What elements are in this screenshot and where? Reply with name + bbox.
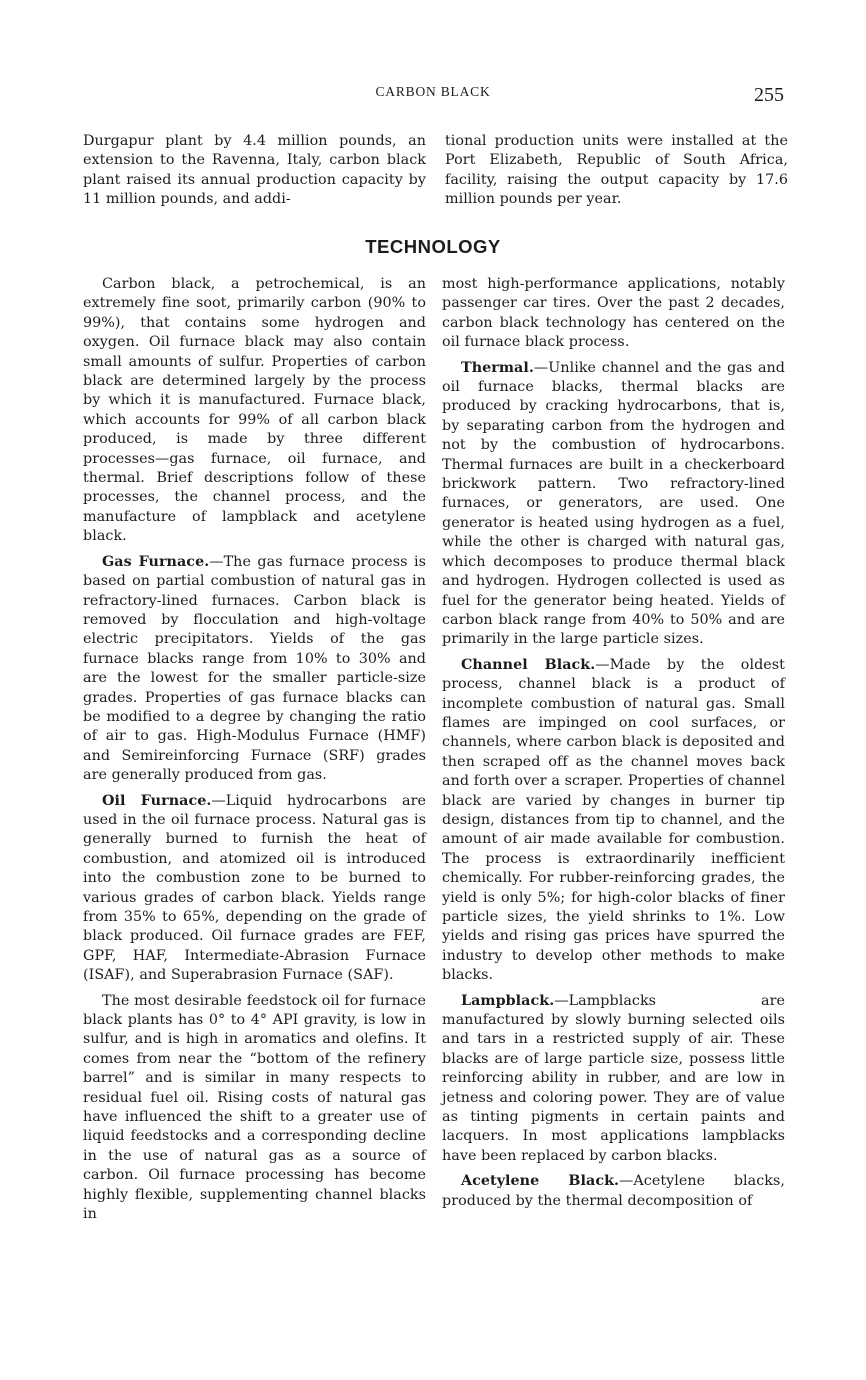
acetylene-black-text: —Acetylene blacks, produced by the thermal decomposition of <box>442 1173 786 1209</box>
text-column-left <box>83 275 426 1231</box>
paragraph-gas-furnace <box>83 553 426 786</box>
thermal-text: —Unlike channel and the gas and oil furnace blacks, thermal blacks are produced by cracking hydrocarbons, that is, by separating carbon from the hydrogen and not by the combustion of hydrocarbons. Thermal furnaces are built in a checkerboard brickwork pattern. Two refractory-lined furnaces, or generators, are used. One generator is heated using hydrogen as a fuel, while the other is charged with natural gas, which decomposes to produce thermal black and hydrogen. Hydrogen collected is used as fuel for the generator being heated. Yields of carbon black range from 40% to 50% and are primarily in the large particle sizes. <box>442 359 785 648</box>
paragraph-continuation: most high-performance applications, notably passenger car tires. Over the past 2 decades, carbon black technology has centered on the oil furnace black process. <box>442 276 785 351</box>
run-in-heading-thermal: Thermal. <box>461 359 534 376</box>
paragraph-acetylene-black <box>442 1172 785 1211</box>
running-header-title: CARBON BLACK <box>375 84 491 99</box>
lampblack-text: —Lampblacks are manufactured by slowly burning selected oils and tars in a restricted supply of air. These blacks are of large particle size, possess little reinforcing ability in rubber, and are low in jetness and coloring power. They are of value as tinting pigments in certain paints and lacquers. In most applications lampblacks have been replaced by carbon blacks. <box>442 992 785 1164</box>
channel-black-text: —Made by the oldest process, channel black is a product of incomplete combustion of natural gas. Small flames are impinged on cool surfaces, or channels, where carbon black is deposited and then scraped off as the channel moves back and forth over a scraper. Properties of channel black are varied by changes in burner tip design, distances from tip to channel, and the amount of air made available for combustion. The process is extraordinarily inefficient chemically. For rubber-reinforcing grades, the yield is only 5%; for high-color blacks of finer particle sizes, the yield shrinks to 1%. Low yields and rising gas prices have spurred the industry to develop other methods to make blacks. <box>442 656 785 984</box>
text-column-right <box>442 275 785 1217</box>
intro-column-left <box>83 132 426 216</box>
gas-furnace-text: —The gas furnace process is based on partial combustion of natural gas in refractory-lined furnaces. Carbon black is removed by flocculation and high-voltage electric precipitators. Yields of the gas furnace blacks range from 10% to 30% and are the lowest for the smaller particle-size grades. Properties of gas furnace blacks can be modified to a degree by changing the ratio of air to gas. High-Modulus Furnace (HMF) and Semireinforcing Furnace (SRF) grades are generally produced from gas. <box>83 553 426 784</box>
paragraph-channel-black <box>442 656 785 986</box>
intro-paragraph-left: Durgapur plant by 4.4 million pounds, an extension to the Ravenna, Italy, carbon black plant raised its annual production capacity by 11 million pounds, and addi- <box>83 133 426 208</box>
intro-paragraph-right: tional production units were installed at the Port Elizabeth, Republic of South Africa, facility, raising the output capacity by 17.6 million pounds per year. <box>445 133 788 208</box>
run-in-heading-channel-black: Channel Black. <box>461 656 596 673</box>
section-heading-technology: TECHNOLOGY <box>365 236 501 257</box>
paragraph-thermal <box>442 359 785 650</box>
run-in-heading-lampblack: Lampblack. <box>461 992 555 1009</box>
run-in-heading-oil-furnace: Oil Furnace. <box>102 792 212 809</box>
paragraph-lampblack <box>442 992 785 1167</box>
paragraph-oil-furnace <box>83 792 426 986</box>
run-in-heading-gas-furnace: Gas Furnace. <box>102 553 210 570</box>
run-in-heading-acetylene-black: Acetylene Black. <box>461 1173 620 1190</box>
intro-column-right <box>445 132 788 216</box>
page-number: 255 <box>754 84 784 106</box>
paragraph-carbon-black-overview: Carbon black, a petrochemical, is an extremely fine soot, primarily carbon (90% to 99%), that contains some hydrogen and oxygen. Oil furnace black may also contain small amounts of sulfur. Properties of carbon black are determined largely by the process by which it is manufactured. Furnace black, which accounts for 99% of all carbon black produced, is made by three different processes—gas furnace, oil furnace, and thermal. Brief descriptions follow of these processes, the channel process, and the manufacture of lampblack and acetylene black. <box>83 276 426 545</box>
paragraph-feedstock: The most desirable feedstock oil for furnace black plants has 0° to 4° API gravity, is low in sulfur, and is high in aromatics and olefins. It comes from near the “bottom of the refinery barrel” and is similar in many respects to residual fuel oil. Rising costs of natural gas have influenced the shift to a greater use of liquid feedstocks and a corresponding decline in the use of natural gas as a source of carbon. Oil furnace processing has become highly flexible, supplementing channel blacks in <box>83 992 426 1223</box>
oil-furnace-text: —Liquid hydrocarbons are used in the oil furnace process. Natural gas is generally burned to furnish the heat of combustion, and atomized oil is introduced into the combustion zone to be burned to various grades of carbon black. Yields range from 35% to 65%, depending on the grade of black produced. Oil furnace grades are FEF, GPF, HAF, Intermediate-Abrasion Furnace (ISAF), and Superabrasion Furnace (SAF). <box>83 792 426 984</box>
